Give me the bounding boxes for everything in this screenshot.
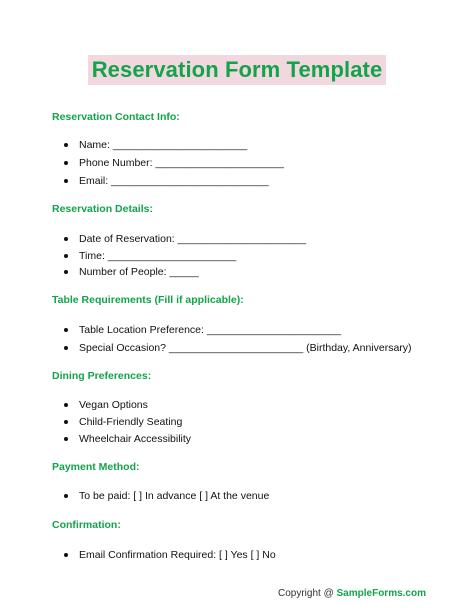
list-item-text: Number of People: _____ <box>79 266 199 278</box>
bullet-icon <box>64 553 68 557</box>
page-title: Reservation Form Template <box>88 55 387 85</box>
list-item-text: Wheelchair Accessibility <box>79 433 192 445</box>
list-item-table-location <box>64 323 341 337</box>
brand-link[interactable]: SampleForms.com <box>336 588 426 599</box>
bullet-icon <box>64 237 68 241</box>
list-item-date <box>64 232 306 246</box>
bullet-icon <box>64 270 68 274</box>
bullet-icon <box>64 346 68 350</box>
section-heading-contact-info: Reservation Contact Info: <box>52 111 180 123</box>
bullet-icon <box>64 494 68 498</box>
list-item-time <box>64 249 236 263</box>
list-item-to-be-paid <box>64 489 269 503</box>
list-item-text: Vegan Options <box>79 399 148 411</box>
bullet-icon <box>64 403 68 407</box>
list-item-text: Email Confirmation Required: [ ] Yes [ ] No <box>79 549 276 561</box>
list-item-name <box>64 138 247 152</box>
bullet-icon <box>64 161 68 165</box>
section-heading-confirmation: Confirmation: <box>52 519 121 531</box>
bullet-icon <box>64 437 68 441</box>
list-item-text: Table Location Preference: _______________________ <box>79 324 342 336</box>
bullet-icon <box>64 328 68 332</box>
list-item-special-occasion <box>64 341 412 355</box>
list-item-text: Time: ______________________ <box>79 250 237 262</box>
section-heading-dining-preferences: Dining Preferences: <box>52 370 152 382</box>
list-item-people <box>64 265 199 279</box>
title-wrapper <box>0 55 474 85</box>
list-item-phone <box>64 156 284 170</box>
list-item-wheelchair <box>64 432 191 446</box>
bullet-icon <box>64 420 68 424</box>
list-item-text: Email: ___________________________ <box>79 175 269 187</box>
list-item-text: To be paid: [ ] In advance [ ] At the venue <box>79 490 270 502</box>
list-item-vegan <box>64 398 148 412</box>
list-item-text: Special Occasion? _______________________ (Birthday, Anniversary) <box>79 342 412 354</box>
bullet-icon <box>64 179 68 183</box>
bullet-icon <box>64 254 68 258</box>
list-item-text: Date of Reservation: ______________________ <box>79 233 307 245</box>
section-heading-payment-method: Payment Method: <box>52 461 140 473</box>
copyright-footer <box>278 588 426 600</box>
list-item-text: Child-Friendly Seating <box>79 416 183 428</box>
list-item-text: Name: _______________________ <box>79 139 248 151</box>
list-item-text: Phone Number: ______________________ <box>79 157 284 169</box>
copyright-prefix: Copyright @ <box>278 588 337 599</box>
bullet-icon <box>64 143 68 147</box>
list-item-email <box>64 174 269 188</box>
section-heading-table-requirements: Table Requirements (Fill if applicable): <box>52 294 244 306</box>
section-heading-reservation-details: Reservation Details: <box>52 203 153 215</box>
list-item-child-seating <box>64 415 182 429</box>
list-item-email-confirmation <box>64 548 276 562</box>
